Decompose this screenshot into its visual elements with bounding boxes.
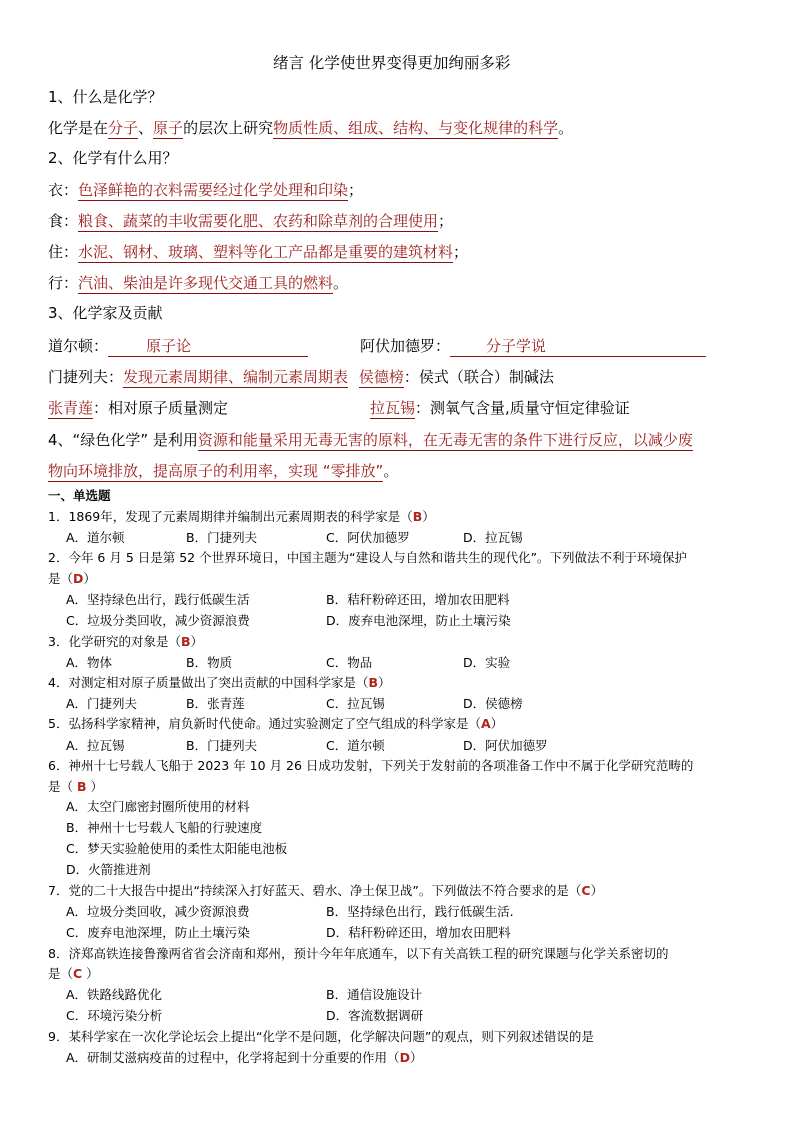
stem-close: ） [82,966,99,981]
stem-text: 1．1869年，发现了元素周期律并编制出元素周期表的科学家是（ [48,509,413,524]
q4-line2 [48,462,398,482]
q2-row-transport [48,274,348,294]
answer-mark: D [73,571,84,586]
lavoisier-answer: 拉瓦锡 [370,399,416,417]
q4-prefix: 4、“绿色化学” 是利用 [48,431,198,449]
mcq-4-option-b: B．张青莲 [186,696,245,711]
dalton-answer: 原子论 [108,337,308,357]
q2-row-end: ； [348,181,364,199]
mcq-6-option-a: A．太空门廊密封圈所使用的材料 [66,799,250,814]
mcq-1-option-c: C．阿伏加德罗 [326,530,410,545]
stem-close: ） [490,716,504,731]
answer-mark: D [399,1050,410,1065]
mcq-1-option-d: D．拉瓦锡 [463,530,523,545]
mcq-4-option-d: D．侯德榜 [463,696,523,711]
mcq-9-option-a [66,1052,422,1065]
answer-mark: B [76,779,87,794]
zhang-text: ：相对原子质量测定 [93,399,229,417]
mcq-5-option-b: B．门捷列夫 [186,738,258,753]
stem-close: ） [422,509,435,524]
answer-mark: A [480,716,491,731]
mcq-8-option-d: D．客流数据调研 [326,1008,424,1023]
mcq-2-option-d: D．废弃电池深埋，防止土壤污染 [326,613,511,628]
q4-line1 [48,431,693,451]
mcq-9-stem: 9．某科学家在一次化学论坛会上提出“化学不是问题，化学解决问题”的观点，则下列叙述错误的是 [48,1029,594,1044]
answer-mark: B [368,675,378,690]
mcq-1-stem [48,511,435,524]
answer-mark: C [73,966,83,981]
answer-mark: C [581,883,591,898]
mcq-6-option-d: D．火箭推进剂 [66,862,151,877]
mcq-7-option-b: B．坚持绿色出行，践行低碳生活. [326,904,514,919]
mcq-2-option-c: C．垃圾分类回收，减少资源浪费 [66,613,250,628]
stem-close: ） [83,571,96,586]
mcq-3-stem [48,636,203,649]
q4-end: 。 [383,462,399,480]
q2-row-label: 住： [48,243,79,261]
mcq-5-option-c: C．道尔顿 [326,738,385,753]
q2-row-label: 衣： [48,181,79,199]
mcq-5-option-d: D．阿伏加德罗 [463,738,548,753]
mcq-3-option-a: A．物体 [66,655,113,670]
stem-text: 是（ [48,779,77,794]
q3-dalton [48,337,308,357]
q1-heading: 1、什么是化学？ [48,88,163,106]
q1-blank-atom: 原子 [153,119,184,137]
mcq-4-stem [48,677,391,690]
q1-end: 。 [558,119,574,137]
q2-row-answer: 汽油、柴油是许多现代交通工具的燃料 [78,274,334,292]
q2-row-end: ； [438,212,454,230]
mcq-2-option-b: B．秸秆粉碎还田，增加农田肥料 [326,592,510,607]
stem-text: 5．弘扬科学家精神，肩负新时代使命。通过实验测定了空气组成的科学家是（ [48,716,481,731]
mcq-5-stem [48,718,503,731]
q2-row-answer: 粮食、蔬菜的丰收需要化肥、农药和除草剂的合理使用 [78,212,439,230]
mcq-2-stem: 2．今年 6 月 5 日是第 52 个世界环境日，中国主题为“建设人与自然和谐共生的现代化”。下列做法不利于环境保护 [48,550,688,565]
mcq-6-option-b: B．神州十七号载人飞船的行驶速度 [66,820,263,835]
mcq-4-option-c: C．拉瓦锡 [326,696,385,711]
zhang-answer: 张青莲 [48,399,94,417]
stem-close: ） [409,1050,423,1065]
mcq-7-stem [48,885,603,898]
q2-row-end: ； [453,243,469,261]
stem-text: 7．党的二十大报告中提出“持续深入打好蓝天、碧水、净土保卫战”。下列做法不符合要求的是（ [48,883,582,898]
option-text: A．研制艾滋病疫苗的过程中，化学将起到十分重要的作用（ [66,1050,400,1065]
mcq-6-option-c: C．梦天实验舱使用的柔性太阳能电池板 [66,841,288,856]
q2-row-label: 食： [48,212,79,230]
q2-row-answer: 水泥、钢材、玻璃、塑料等化工产品都是重要的建筑材料 [78,243,454,261]
answer-mark: B [412,509,423,524]
q2-row-answer: 色泽鲜艳的衣料需要经过化学处理和印染 [78,181,349,199]
stem-close: ） [590,883,604,898]
page-title: 绪言 化学使世界变得更加绚丽多彩 [273,54,511,72]
mcq-1-option-b: B．门捷列夫 [186,530,258,545]
mcq-6-stem-cont [48,781,103,794]
q2-row-food [48,212,453,232]
mcq-8-stem-cont [48,968,99,981]
mcq-7-option-a: A．垃圾分类回收，减少资源浪费 [66,904,250,919]
q3-mendeleev [48,368,554,388]
mcq-3-option-c: C．物品 [326,655,373,670]
q3-heading: 3、化学家及贡献 [48,304,163,322]
mcq-8-option-b: B．通信设施设计 [326,987,423,1002]
answer-mark: B [180,634,191,649]
q3-avogadro [360,337,706,357]
stem-close: ） [86,779,103,794]
q4-answer-line1: 资源和能量采用无毒无害的原料，在无毒无害的条件下进行反应，以减少废 [197,431,693,449]
q1-prefix: 化学是在 [48,119,109,137]
hou-text: ：侯式（联合）制碱法 [403,368,554,386]
q2-heading: 2、化学有什么用？ [48,149,178,167]
mcq-7-option-c: C．废弃电池深埋，防止土壤污染 [66,925,250,940]
q4-answer-line2: 物向环境排放，提高原子的利用率，实现 “零排放” [48,462,384,480]
stem-text: 是（ [48,966,74,981]
mcq-1-option-a: A．道尔顿 [66,530,125,545]
q1-mid: 的层次上研究 [183,119,274,137]
stem-text: 是（ [48,571,74,586]
stem-text: 4．对测定相对原子质量做出了突出贡献的中国科学家是（ [48,675,369,690]
dalton-label: 道尔顿： [48,337,109,355]
q1-line [48,119,573,139]
mcq-4-option-a: A．门捷列夫 [66,696,138,711]
mcq-8-option-a: A．铁路线路优化 [66,987,163,1002]
q2-row-label: 行： [48,274,79,292]
hou-answer: 侯德榜 [358,368,404,386]
section-heading: 一、单选题 [48,488,111,503]
avogadro-label: 阿伏加德罗： [360,337,451,355]
stem-text: 3．化学研究的对象是（ [48,634,181,649]
mcq-7-option-d: D．秸秆粉碎还田，增加农田肥料 [326,925,511,940]
mcq-3-option-d: D．实验 [463,655,511,670]
q3-zhang [48,399,228,419]
mcq-2-option-a: A．坚持绿色出行，践行低碳生活 [66,592,250,607]
q2-row-housing [48,243,468,263]
mcq-8-stem: 8．济郑高铁连接鲁豫两省省会济南和郑州，预计今年年底通车，以下有关高铁工程的研究课题与化学关系密切的 [48,946,669,961]
q1-blank-definition: 物质性质、组成、结构、与变化规律的科学 [273,119,559,137]
q1-sep: 、 [138,119,154,137]
mcq-8-option-c: C．环境污染分析 [66,1008,163,1023]
mendeleev-answer: 发现元素周期律、编制元素周期表 [123,368,349,386]
avogadro-answer: 分子学说 [450,337,706,357]
mcq-5-option-a: A．拉瓦锡 [66,738,125,753]
q2-row-clothing [48,181,363,201]
mcq-2-stem-cont [48,573,96,586]
q3-lavoisier [370,399,630,419]
q2-row-end: 。 [333,274,349,292]
q1-blank-molecule: 分子 [108,119,139,137]
mcq-6-stem: 6．神州十七号载人飞船于 2023 年 10 月 26 日成功发射，下列关于发射前的各项准备工作中不属于化学研究范畴的 [48,758,694,773]
mendeleev-label: 门捷列夫： [48,368,124,386]
stem-close: ） [378,675,391,690]
lavoisier-text: ：测氧气含量,质量守恒定律验证 [415,399,630,417]
mcq-3-option-b: B．物质 [186,655,233,670]
stem-close: ） [190,634,204,649]
